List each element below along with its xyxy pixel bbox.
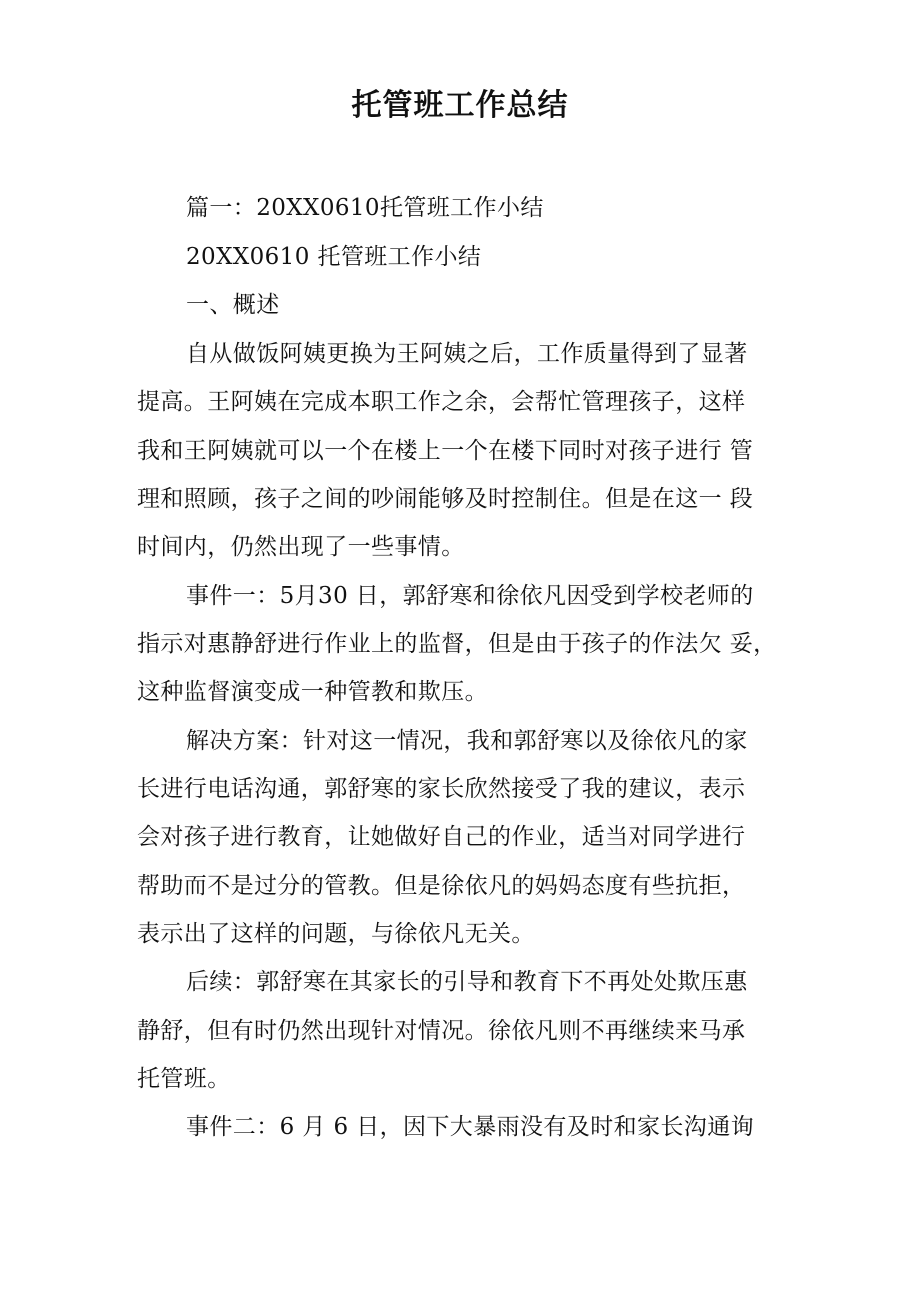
paragraph-line: 这种监督演变成一种管教和欺压。	[137, 679, 488, 705]
paragraph-line: 后续：郭舒寒在其家长的引导和教育下不再处处欺压惠	[186, 969, 748, 995]
paragraph-line: 静舒，但有时仍然出现针对情况。徐依凡则不再继续来马承	[137, 1018, 746, 1044]
paragraph-line: 提高。王阿姨在完成本职工作之余，会帮忙管理孩子，这样	[137, 389, 746, 415]
paragraph-line: 事件二：6 月 6 日，因下大暴雨没有及时和家长沟通询	[186, 1114, 754, 1140]
paragraph-line: 时间内，仍然出现了一些事情。	[137, 534, 465, 560]
paragraph-line: 事件一：5月30 日，郭舒寒和徐依凡因受到学校老师的	[186, 583, 754, 609]
document-title: 托管班工作总结	[351, 88, 569, 123]
paragraph-line: 长进行电话沟通，郭舒寒的家长欣然接受了我的建议，表示	[137, 776, 746, 802]
paragraph-line: 表示出了这样的问题，与徐依凡无关。	[137, 921, 535, 947]
overview-heading: 一、概述	[186, 292, 280, 318]
paragraph-line: 解决方案：针对这一情况，我和郭舒寒以及徐依凡的家	[186, 728, 748, 754]
paragraph-line: 我和王阿姨就可以一个在楼上一个在楼下同时对孩子进行 管	[137, 438, 754, 464]
paragraph-line: 帮助而不是过分的管教。但是徐依凡的妈妈态度有些抗拒，	[137, 873, 746, 899]
paragraph-line: 自从做饭阿姨更换为王阿姨之后，工作质量得到了显著	[186, 341, 748, 367]
paragraph-line: 指示对惠静舒进行作业上的监督，但是由于孩子的作法欠 妥，	[137, 631, 777, 657]
paragraph-line: 托管班。	[137, 1066, 231, 1092]
paragraph-line: 会对孩子进行教育，让她做好自己的作业，适当对同学进行	[137, 824, 746, 850]
subtitle-line: 20XX0610 托管班工作小结	[186, 244, 482, 270]
section-heading: 篇一：20XX0610托管班工作小结	[186, 195, 544, 221]
paragraph-line: 理和照顾，孩子之间的吵闹能够及时控制住。但是在这一 段	[137, 486, 754, 512]
